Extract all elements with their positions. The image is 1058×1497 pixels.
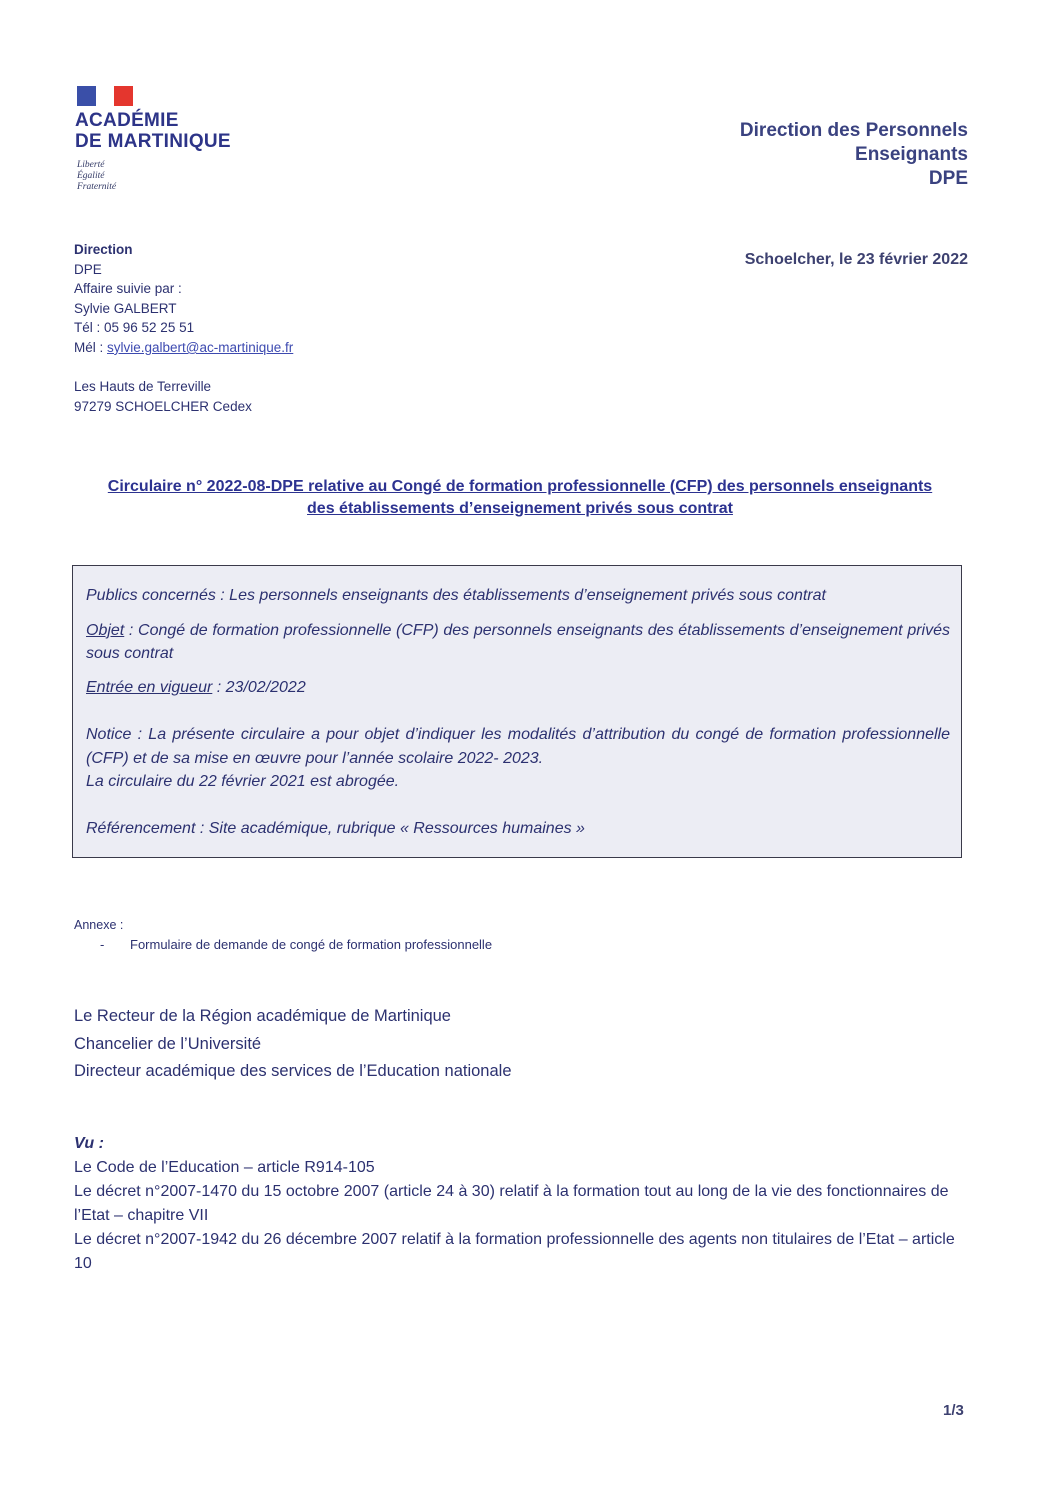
objet-text: : Congé de formation professionnelle (CFP) des personnels enseignants des établissements d’enseignement privés sous contrat [86,621,950,662]
motto-fraternite: Fraternité [77,182,117,192]
direction-line1: Direction des Personnels [739,120,968,141]
signatory-line3: Directeur académique des services de l’Education nationale [74,1062,512,1080]
academy-name [75,110,231,152]
vu-heading: Vu : [74,1135,104,1152]
vu-block [74,1132,974,1276]
referencement-text: Référencement : Site académique, rubrique « Ressources humaines » [86,819,585,837]
direction-line3: DPE [928,168,968,189]
followed-by-label: Affaire suivie par : [74,281,182,297]
service-name: DPE [74,261,102,277]
annexe-label: Annexe : [74,918,124,932]
address-line2: 97279 SCHOELCHER Cedex [74,399,252,414]
mail-label: Mél : [74,339,108,355]
publics-concernes: Publics concernés : Les personnels enseignants des établissements d’enseignement privés sous contrat [86,587,826,604]
marianne-flag-logo [77,86,133,106]
entree-paragraph [86,676,950,700]
circular-title [70,476,970,520]
address-line1: Les Hauts de Terreville [74,379,212,394]
annexe-dash: - [100,937,105,952]
annexe-item-text: Formulaire de demande de congé de formation professionnelle [130,937,493,952]
contact-block [74,240,293,358]
academy-line2: DE MARTINIQUE [75,131,231,152]
title-line1: Circulaire n° 2022-08-DPE relative au Congé de formation professionnelle (CFP) des personnels enseignants [107,478,933,495]
vu-line3: Le décret n°2007-1942 du 26 décembre 2007 relatif à la formation professionnelle des agents non titulaires de l’Etat – article 10 [74,1231,955,1272]
notice-text: Notice : La présente circulaire a pour objet d’indiquer les modalités d’attribution du congé de formation professionnelle (CFP) et de sa mise en œuvre pour l’année scolaire 2022- 2023. [86,726,950,767]
address-block [74,377,252,417]
contact-mail-row [74,338,293,358]
email-link[interactable]: sylvie.galbert@ac-martinique.fr [107,339,294,355]
objet-label: Objet [86,621,125,639]
document-date: Schoelcher, le 23 février 2022 [744,251,968,268]
direction-line2: Enseignants [855,144,968,165]
direction-label: Direction [74,242,133,257]
objet-paragraph [86,619,950,666]
motto [77,160,116,193]
signatory-line1: Le Recteur de la Région académique de Martinique [74,1007,451,1025]
abrogation-text: La circulaire du 22 février 2021 est abrogée. [86,773,400,790]
title-line2: des établissements d’enseignement privés sous contrat [307,500,733,517]
entree-label: Entrée en vigueur [86,678,213,696]
motto-egalite: Égalité [77,171,105,181]
summary-content [86,584,950,840]
contact-phone: Tél : 05 96 52 25 51 [74,320,195,336]
contact-person: Sylvie GALBERT [74,300,177,316]
signatory-block [74,1003,512,1086]
academy-line1: ACADÉMIE [75,110,179,131]
signatory-line2: Chancelier de l’Université [74,1034,262,1053]
direction-header [740,119,968,191]
vu-line2: Le décret n°2007-1470 du 15 octobre 2007 (article 24 à 30) relatif à la formation tout au long de la vie des fonctionnaires de l’Etat – chapitre VII [74,1183,949,1224]
page-number: 1/3 [943,1402,964,1419]
entree-text: : 23/02/2022 [212,678,306,696]
annexe-item [100,937,492,952]
vu-line1: Le Code de l’Education – article R914-105 [74,1159,375,1176]
motto-liberte: Liberté [77,160,105,170]
